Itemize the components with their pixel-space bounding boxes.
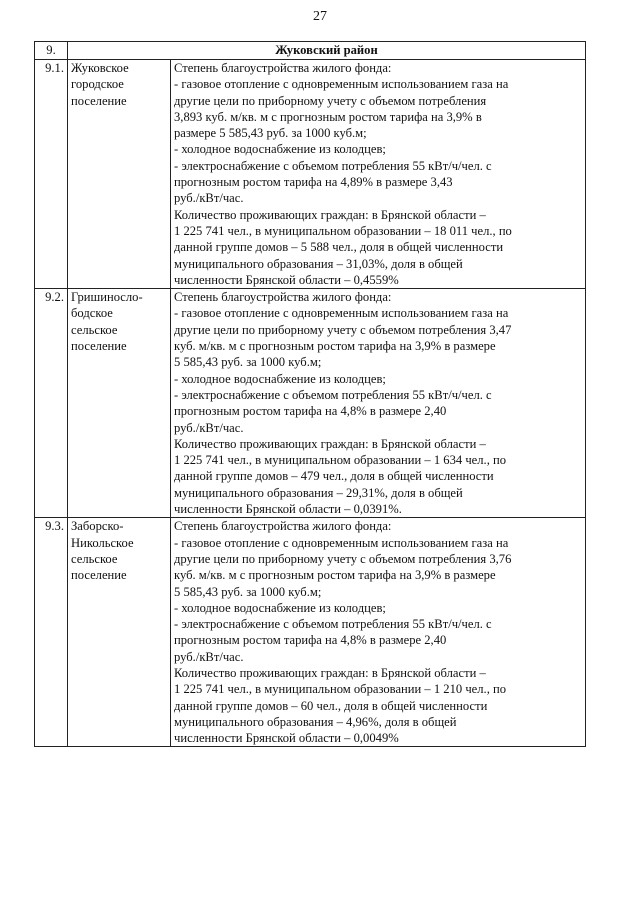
- description-line: - электроснабжение с объемом потребления 55 кВт/ч/чел. с: [174, 387, 492, 402]
- settlement-name-line: Заборско-: [71, 519, 124, 534]
- settlement-name-line: бодское: [71, 306, 113, 321]
- description-line: численности Брянской области – 0,0049%: [174, 731, 399, 746]
- settlement-name-cell: [68, 60, 171, 289]
- settlement-name-cell: [68, 289, 171, 518]
- description-line: - холодное водоснабжение из колодцев;: [174, 142, 386, 157]
- description-line: 5 585,43 руб. за 1000 куб.м;: [174, 355, 322, 370]
- description-line: другие цели по приборному учету с объемом потребления: [174, 93, 487, 108]
- description-line: численности Брянской области – 0,0391%.: [174, 502, 402, 517]
- settlement-name-line: поселение: [71, 339, 127, 354]
- settlement-description-cell: [171, 60, 586, 289]
- district-number: 9.: [35, 42, 68, 60]
- description-line: данной группе домов – 60 чел., доля в общей численности: [174, 698, 488, 713]
- description-line: - электроснабжение с объемом потребления 55 кВт/ч/чел. с: [174, 158, 492, 173]
- description-line: руб./кВт/час.: [174, 420, 244, 435]
- description-line: муниципального образования – 29,31%, доля в общей: [174, 485, 463, 500]
- description-line: муниципального образования – 31,03%, доля в общей: [174, 256, 463, 271]
- description-line: данной группе домов – 5 588 чел., доля в общей численности: [174, 240, 504, 255]
- row-number: 9.1.: [35, 60, 68, 289]
- description-line: прогнозным ростом тарифа на 4,8% в размере 2,40: [174, 633, 447, 648]
- description-line: другие цели по приборному учету с объемом потребления 3,47: [174, 322, 512, 337]
- description-line: руб./кВт/час.: [174, 191, 244, 206]
- description-line: 3,893 куб. м/кв. м с прогнозным ростом тарифа на 3,9% в: [174, 109, 482, 124]
- description-line: 1 225 741 чел., в муниципальном образовании – 18 011 чел., по: [174, 223, 512, 238]
- description-line: Количество проживающих граждан: в Брянской области –: [174, 436, 486, 451]
- description-line: другие цели по приборному учету с объемом потребления 3,76: [174, 551, 512, 566]
- description-line: Степень благоустройства жилого фонда:: [174, 290, 392, 305]
- district-title: Жуковский район: [68, 42, 586, 60]
- table-row: [35, 60, 586, 289]
- description-line: прогнозным ростом тарифа на 4,8% в размере 2,40: [174, 404, 447, 419]
- table-row: [35, 518, 586, 747]
- description-line: - газовое отопление с одновременным использованием газа на: [174, 306, 509, 321]
- settlement-name-line: сельское: [71, 551, 118, 566]
- settlement-name-line: сельское: [71, 322, 118, 337]
- description-line: Количество проживающих граждан: в Брянской области –: [174, 665, 486, 680]
- description-line: Степень благоустройства жилого фонда:: [174, 519, 392, 534]
- settlement-description-cell: [171, 518, 586, 747]
- description-line: - газовое отопление с одновременным использованием газа на: [174, 77, 509, 92]
- description-line: численности Брянской области – 0,4559%: [174, 272, 399, 287]
- description-line: муниципального образования – 4,96%, доля в общей: [174, 714, 457, 729]
- description-line: Степень благоустройства жилого фонда:: [174, 61, 392, 75]
- description-line: - холодное водоснабжение из колодцев;: [174, 600, 386, 615]
- settlement-name-line: городское: [71, 77, 124, 92]
- description-line: данной группе домов – 479 чел., доля в общей численности: [174, 469, 494, 484]
- district-table: [34, 41, 586, 747]
- settlement-name-line: поселение: [71, 568, 127, 583]
- description-line: прогнозным ростом тарифа на 4,89% в размере 3,43: [174, 175, 453, 190]
- description-line: Количество проживающих граждан: в Брянской области –: [174, 207, 486, 222]
- row-number: 9.3.: [35, 518, 68, 747]
- settlement-name-cell: [68, 518, 171, 747]
- description-line: 1 225 741 чел., в муниципальном образовании – 1 210 чел., по: [174, 682, 507, 697]
- description-line: - электроснабжение с объемом потребления 55 кВт/ч/чел. с: [174, 617, 492, 632]
- row-number: 9.2.: [35, 289, 68, 518]
- description-line: размере 5 585,43 руб. за 1000 куб.м;: [174, 126, 367, 141]
- description-line: - газовое отопление с одновременным использованием газа на: [174, 535, 509, 550]
- table-row: [35, 289, 586, 518]
- settlement-name-line: Никольское: [71, 535, 134, 550]
- settlement-description-cell: [171, 289, 586, 518]
- description-line: куб. м/кв. м с прогнозным ростом тарифа на 3,9% в размере: [174, 339, 496, 354]
- description-line: 5 585,43 руб. за 1000 куб.м;: [174, 584, 322, 599]
- settlement-name-line: поселение: [71, 93, 127, 108]
- settlement-name-line: Жуковское: [71, 61, 129, 75]
- district-header-row: [35, 42, 586, 60]
- description-line: руб./кВт/час.: [174, 649, 244, 664]
- description-line: - холодное водоснабжение из колодцев;: [174, 371, 386, 386]
- page-number: 27: [313, 9, 327, 24]
- description-line: куб. м/кв. м с прогнозным ростом тарифа на 3,9% в размере: [174, 568, 496, 583]
- description-line: 1 225 741 чел., в муниципальном образовании – 1 634 чел., по: [174, 453, 507, 468]
- settlement-name-line: Гришиносло-: [71, 290, 143, 305]
